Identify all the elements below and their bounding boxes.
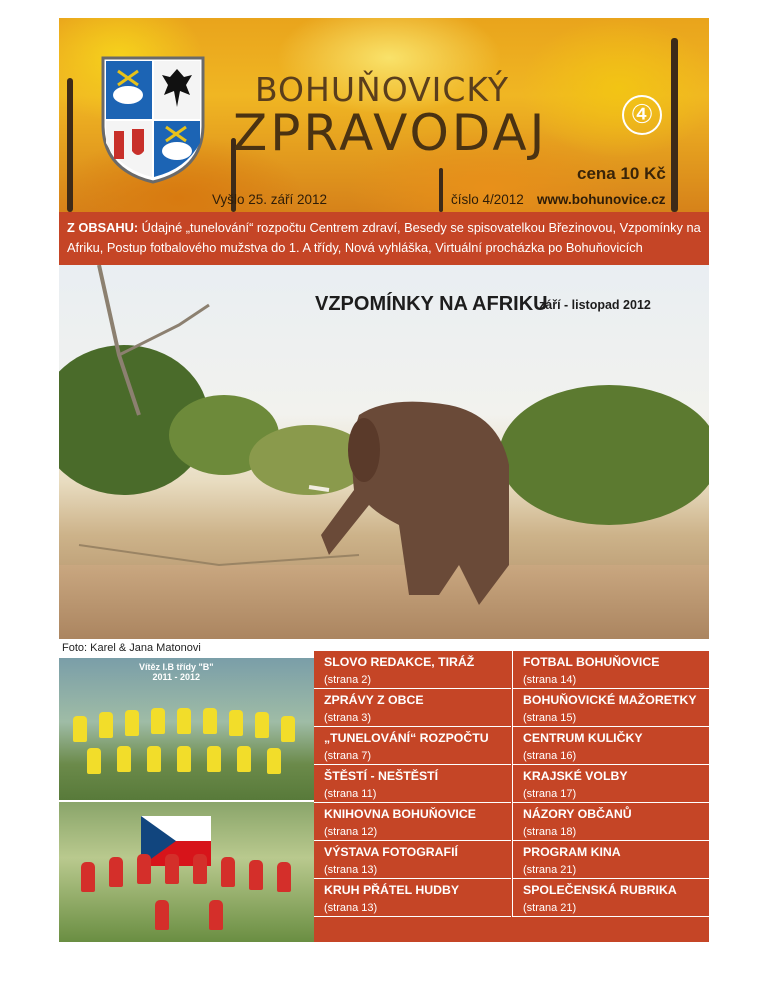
dancer <box>155 900 169 930</box>
dancer <box>209 900 223 930</box>
toc-item[interactable] <box>512 765 709 803</box>
toc-item[interactable] <box>314 651 511 689</box>
player <box>99 712 113 738</box>
player <box>147 746 161 772</box>
toc-item-page: (strana 3) <box>324 712 372 724</box>
toc-item[interactable] <box>314 727 511 765</box>
majorettes-photo <box>59 802 314 942</box>
team-caption-line2: 2011 - 2012 <box>152 672 201 682</box>
toc-item-page: (strana 12) <box>324 826 378 838</box>
toc-column-left <box>314 651 511 917</box>
contents-text: Údajné „tunelování“ rozpočtu Centrem zdraví, Besedy se spisovatelkou Březinovou, Vzpomínky na Afriku, Postup fotbalového mužstva do 1. A třídy, Nová vyhláška, Virtuální procházka po Bohuňovicích <box>67 220 701 255</box>
toc-item-page: (strana 7) <box>324 750 372 762</box>
team-caption-line1: Vítěz I.B třídy "B" <box>139 662 214 672</box>
toc-item-page: (strana 21) <box>523 902 577 914</box>
toc-item-title: SLOVO REDAKCE, TIRÁŽ <box>324 655 475 669</box>
dancer <box>109 857 123 887</box>
player <box>207 746 221 772</box>
toc-item-title: KNIHOVNA BOHUŇOVICE <box>324 807 476 821</box>
website-link[interactable]: www.bohunovice.cz <box>537 192 666 207</box>
player <box>177 708 191 734</box>
toc-item-page: (strana 15) <box>523 712 577 724</box>
toc-item-title: PROGRAM KINA <box>523 845 621 859</box>
elephant-photo <box>59 265 709 639</box>
toc-item-title: CENTRUM KULIČKY <box>523 731 643 745</box>
toc-item-page: (strana 18) <box>523 826 577 838</box>
dancer <box>165 854 179 884</box>
dancer <box>221 857 235 887</box>
toc-item-title: ZPRÁVY Z OBCE <box>324 693 424 707</box>
dancer <box>137 854 151 884</box>
toc-item-page: (strana 13) <box>324 864 378 876</box>
toc-item[interactable] <box>512 689 709 727</box>
table-of-contents <box>314 651 709 942</box>
masthead <box>59 18 709 212</box>
toc-item-title: FOTBAL BOHUŇOVICE <box>523 655 660 669</box>
toc-item[interactable] <box>512 841 709 879</box>
player <box>281 716 295 742</box>
player <box>117 746 131 772</box>
toc-item-title: SPOLEČENSKÁ RUBRIKA <box>523 883 677 897</box>
photo-credit: Foto: Karel & Jana Matonovi <box>59 639 253 658</box>
issue-badge: ④ <box>622 95 662 135</box>
tree-trunk <box>67 78 73 212</box>
toc-item[interactable] <box>314 841 511 879</box>
contents-summary <box>59 212 709 265</box>
toc-item-title: ŠTĚSTÍ - NEŠTĚSTÍ <box>324 769 439 783</box>
toc-item-title: KRAJSKÉ VOLBY <box>523 769 628 783</box>
published-date: Vyšlo 25. září 2012 <box>212 192 328 207</box>
tree-trunk <box>439 168 443 212</box>
newsletter-title-line2: ZPRAVODAJ <box>233 104 548 162</box>
newsletter-page <box>59 18 709 942</box>
toc-item-title: BOHUŇOVICKÉ MAŽORETKY <box>523 693 697 707</box>
player <box>237 746 251 772</box>
player <box>229 710 243 736</box>
toc-item[interactable] <box>314 879 511 917</box>
toc-item[interactable] <box>512 651 709 689</box>
toc-item-page: (strana 17) <box>523 788 577 800</box>
toc-item-title: KRUH PŘÁTEL HUDBY <box>324 883 460 897</box>
player <box>125 710 139 736</box>
player <box>151 708 165 734</box>
toc-item[interactable] <box>512 727 709 765</box>
player <box>87 748 101 774</box>
player <box>267 748 281 774</box>
issue-number: číslo 4/2012 <box>451 192 524 207</box>
player <box>177 746 191 772</box>
toc-item-page: (strana 2) <box>324 674 372 686</box>
contents-label: Z OBSAHU: <box>67 220 139 235</box>
toc-item-title: VÝSTAVA FOTOGRAFIÍ <box>324 845 458 859</box>
toc-item-title: NÁZORY OBČANŮ <box>523 807 632 821</box>
toc-item[interactable] <box>314 765 511 803</box>
toc-item-page: (strana 16) <box>523 750 577 762</box>
toc-item-page: (strana 21) <box>523 864 577 876</box>
player <box>73 716 87 742</box>
player <box>203 708 217 734</box>
dancer <box>193 854 207 884</box>
toc-item-page: (strana 13) <box>324 902 378 914</box>
toc-column-right <box>512 651 709 917</box>
toc-item-page: (strana 11) <box>324 788 377 800</box>
dancer <box>249 860 263 890</box>
toc-item-title: „TUNELOVÁNÍ“ ROZPOČTU <box>324 731 489 745</box>
team-photo-caption <box>139 662 214 682</box>
dancer <box>277 862 291 892</box>
tree-trunk <box>671 38 678 212</box>
price-label: cena 10 Kč <box>577 164 666 183</box>
football-team-photo <box>59 658 314 800</box>
elephant-figure <box>59 265 709 639</box>
feature-dates: září - listopad 2012 <box>539 298 651 312</box>
player <box>255 712 269 738</box>
feature-title: VZPOMÍNKY NA AFRIKU <box>315 293 548 315</box>
newsletter-title-line1: BOHUŇOVICKÝ <box>255 70 510 109</box>
toc-item-page: (strana 14) <box>523 674 577 686</box>
toc-item[interactable] <box>314 803 511 841</box>
toc-item[interactable] <box>314 689 511 727</box>
toc-item[interactable] <box>512 803 709 841</box>
toc-item[interactable] <box>512 879 709 917</box>
coat-of-arms-icon <box>100 55 206 185</box>
dancer <box>81 862 95 892</box>
